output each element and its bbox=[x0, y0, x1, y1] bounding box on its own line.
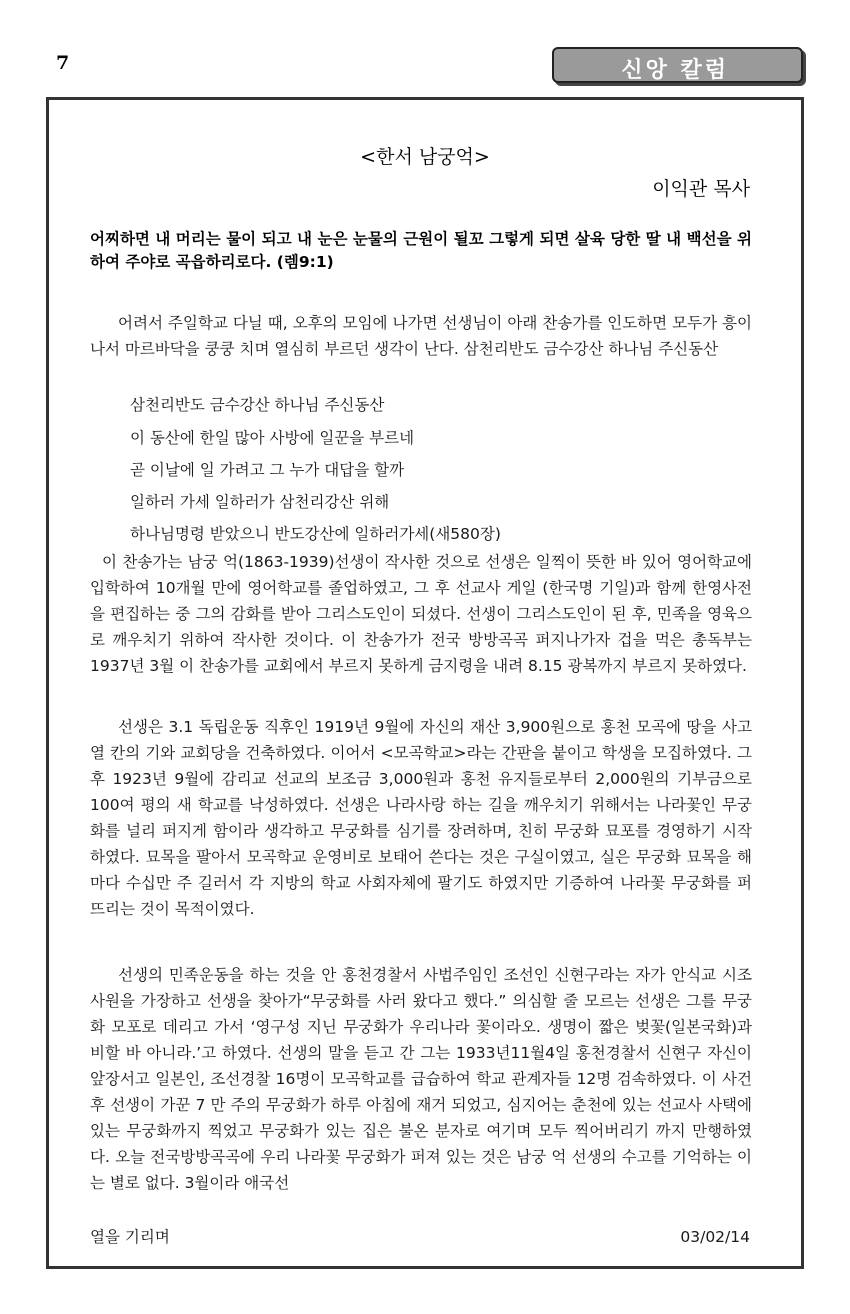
page-number: 7 bbox=[56, 52, 70, 74]
intro-paragraph: 어려서 주일학교 다닐 때, 오후의 모임에 나가면 선생님이 아래 찬송가를 인도하면 모두가 흥이 나서 마르바닥을 쿵쿵 치며 열심히 부르던 생각이 난다. 삼천리반도 금수강산 하나님 주신동산 bbox=[90, 314, 752, 358]
paragraph-persecution: 선생의 민족운동을 하는 것을 안 홍천경찰서 사법주임인 조선인 신현구라는 자가 안식교 시조 사원을 가장하고 선생을 찾아가“무궁화를 사러 왔다고 했다.” 의심할 줄 모르는 선생은 그를 무궁화 모포로 데리고 가서 ‘영구성 지닌 무궁화가 우리나라 꽃이라오. 생명이 짧은 벚꽃(일본국화)과 비할 바 아니라.’고 하였다. 선생의 말을 듣고 간 그는 1933년11월4일 홍천경찰서 신현구 자신이 앞장서고 일본인, 조선경찰 16명이 모곡학교를 급습하여 학교 관계자들 12명 검속하였다. 이 사건 후 선생이 가꾼 7 만 주의 무궁화가 하루 아침에 재거 되었고, 심지어는 춘천에 있는 선교사 사택에 있는 무궁화까지 찍었고 무궁화가 있는 집은 불온 분자로 여기며 모두 찍어버리기 까지 만행하였다. 오늘 전국방방곡곡에 우리 나라꽃 무궁화가 퍼져 있는 것은 남궁 억 선생의 수고를 기억하는 이는 별로 없다. 3월이라 애국선 bbox=[90, 966, 752, 1192]
article-author: 이익관 목사 bbox=[652, 178, 750, 200]
hymn-line: 이 동산에 한일 많아 사방에 일꾼을 부르네 bbox=[130, 429, 415, 447]
hymn-line: 곧 이날에 일 가려고 그 누가 대답을 할까 bbox=[130, 461, 405, 479]
section-title: 신앙 칼럼 bbox=[621, 57, 729, 83]
closing-line: 열을 기리며 bbox=[90, 1228, 170, 1246]
paragraph-school: 선생은 3.1 독립운동 직후인 1919년 9월에 자신의 재산 3,900원으로 홍천 모곡에 땅을 사고 열 칸의 기와 교회당을 건축하였다. 이어서 <모곡학교>라는 간판을 붙이고 학생을 모집하였다. 그 후 1923년 9월에 감리교 선교의 보조금 3,000원과 홍천 유지들로부터 2,000원의 기부금으로 100여 평의 새 학교를 낙성하였다. 선생은 나라사랑 하는 길을 깨우치기 위해서는 나라꽃인 무궁화를 널리 퍼지게 함이라 생각하고 무궁화를 심기를 장려하며, 친히 무궁화 묘포를 경영하기 시작하였다. 묘목을 팔아서 모곡학교 운영비로 보태어 쓴다는 것은 구실이였고, 실은 무궁화 묘목을 해마다 수십만 주 길러서 각 지방의 학교 사회자체에 팔기도 하였지만 기증하여 나라꽃 무궁화를 퍼뜨리는 것이 목적이였다. bbox=[90, 718, 752, 918]
article-date: 03/02/14 bbox=[680, 1228, 750, 1246]
hymn-line: 삼천리반도 금수강산 하나님 주신동산 bbox=[130, 396, 385, 414]
hymn-line: 일하러 가세 일하러가 삼천리강산 위해 bbox=[130, 493, 390, 511]
scripture-verse: 어찌하면 내 머리는 물이 되고 내 눈은 눈물의 근원이 될꼬 그렇게 되면 살육 당한 딸 내 백선을 위하여 주야로 곡읍하리로다. (렘9:1) bbox=[90, 230, 752, 271]
article-title: <한서 남궁억> bbox=[360, 146, 490, 168]
paragraph-history: 이 찬송가는 남궁 억(1863-1939)선생이 작사한 것으로 선생은 일찍이 뜻한 바 있어 영어학교에 입학하여 10개월 만에 영어학교를 졸업하였고, 그 후 선교사 게일 (한국명 기일)과 함께 한영사전을 편집하는 중 그의 감화를 받아 그리스도인이 되셨다. 선생이 그리스도인이 된 후, 민족을 영육으로 깨우치기 위하여 작사한 것이다. 이 찬송가가 전국 방방곡곡 퍼지나가자 겁을 먹은 총독부는 1937년 3월 이 찬송가를 교회에서 부르지 못하게 금지령을 내려 8.15 광복까지 부르지 못하였다. bbox=[90, 553, 752, 675]
hymn-line: 하나님명령 받았으니 반도강산에 일하러가세(새580장) bbox=[130, 525, 501, 543]
section-tab bbox=[552, 47, 803, 83]
